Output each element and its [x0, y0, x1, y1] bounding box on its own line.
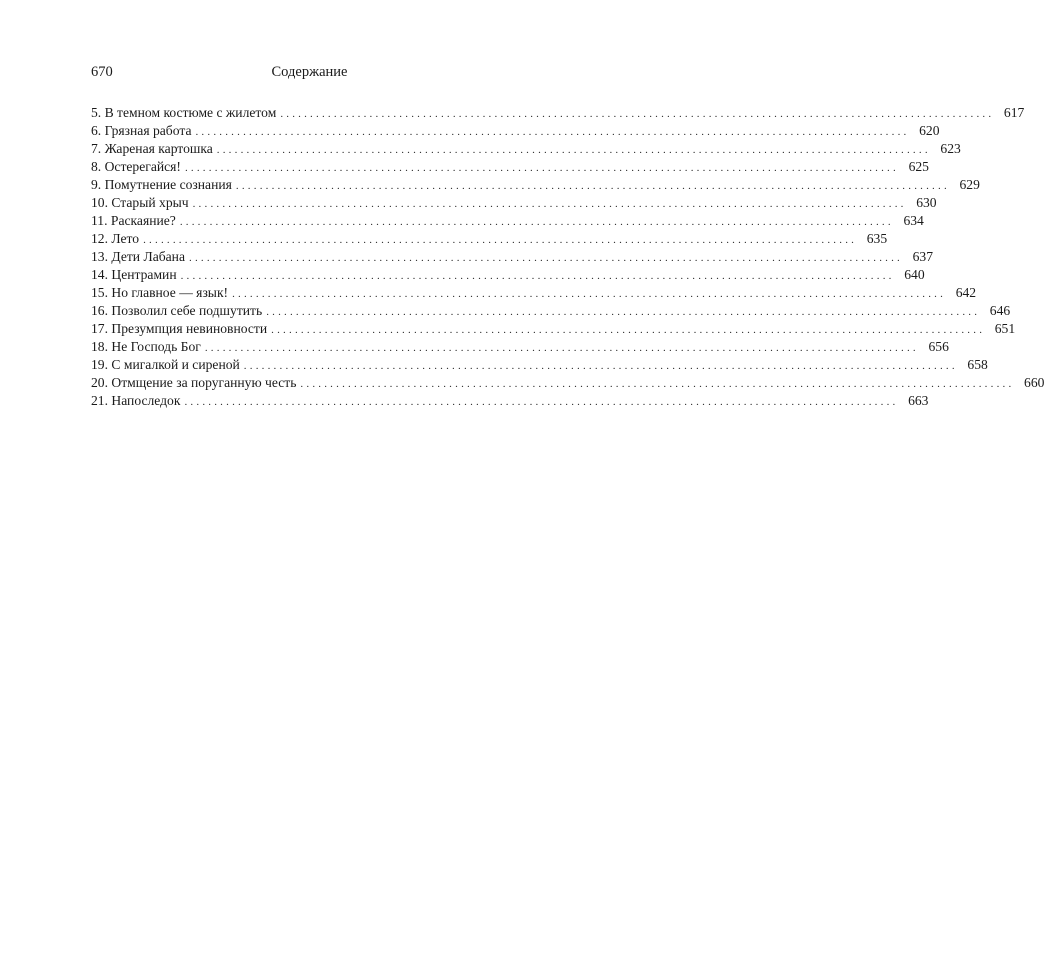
toc-entry [91, 392, 929, 410]
dot-leader: ........................................................................................................................ [216, 144, 931, 156]
dot-leader: ........................................................................................................................ [184, 162, 899, 174]
toc-entry-page: 663 [908, 393, 929, 408]
toc-entry [91, 320, 1016, 338]
running-head [91, 60, 528, 84]
toc-entry [91, 122, 940, 140]
dot-leader: ........................................................................................................................ [143, 234, 858, 246]
toc-entry [91, 230, 888, 248]
dot-leader: ........................................................................................................................ [235, 180, 950, 192]
toc-entry-page: 634 [903, 213, 924, 228]
toc-entry-title: 21. Напоследок [91, 393, 181, 408]
toc-entry [91, 176, 980, 194]
toc-entry-page: 629 [959, 177, 980, 192]
dot-leader: ........................................................................................................................ [280, 108, 995, 120]
toc-entry-title: 12. Лето [91, 231, 140, 246]
toc-entry-title: 10. Старый хрыч [91, 195, 189, 210]
section-title: Содержание [271, 64, 348, 80]
book-page [91, 60, 1044, 408]
toc-entry-page: 617 [1003, 105, 1025, 120]
toc-entry-title: 14. Центрамин [91, 267, 177, 282]
dot-leader: ........................................................................................................................ [195, 126, 910, 138]
toc-entry-title: 11. Раскаяние? [91, 213, 176, 228]
dot-leader: ........................................................................................................................ [243, 360, 958, 372]
toc-entry-page: 625 [908, 159, 929, 174]
toc-entry [91, 356, 988, 374]
toc-entry-title: 7. Жареная картошка [91, 141, 213, 156]
toc-entry-page: 658 [967, 357, 988, 372]
dot-leader: ........................................................................................................................ [192, 198, 907, 210]
toc-entry-page: 651 [994, 321, 1016, 336]
toc-entry-title: 9. Помутнение сознания [91, 177, 232, 192]
toc-entry-page: 630 [916, 195, 937, 210]
toc-entry-page: 656 [928, 339, 949, 354]
toc-entry-title: 13. Дети Лабана [91, 249, 185, 264]
toc-entry-title: 5. В темном костюме с жилетом [91, 105, 277, 120]
dot-leader: ........................................................................................................................ [180, 270, 895, 282]
toc-entry-title: 20. Отмщение за поруганную честь [91, 375, 297, 390]
toc-entry [91, 194, 937, 212]
dot-leader: ........................................................................................................................ [266, 306, 981, 318]
toc-entry [91, 284, 977, 302]
toc-entry-page: 620 [919, 123, 940, 138]
toc-entry-page: 640 [904, 267, 925, 282]
toc-entry-page: 660 [1024, 375, 1044, 390]
toc-entry-title: 17. Презумпция невиновности [91, 321, 268, 336]
toc-entry-page: 646 [989, 303, 1011, 318]
toc-entry-title: 6. Грязная работа [91, 123, 192, 138]
table-of-contents [91, 104, 1044, 410]
dot-leader: ........................................................................................................................ [271, 324, 986, 336]
dot-leader: ........................................................................................................................ [179, 216, 894, 228]
toc-entry [91, 266, 925, 284]
toc-entry [91, 338, 949, 356]
toc-entry-title: 18. Не Господь Бог [91, 339, 201, 354]
toc-entry-title: 16. Позволил себе подшутить [91, 303, 263, 318]
dot-leader: ........................................................................................................................ [184, 396, 899, 408]
toc-entry [91, 302, 1011, 320]
toc-entry [91, 248, 933, 266]
toc-entry-page: 642 [955, 285, 977, 300]
toc-entry-title: 19. С мигалкой и сиреной [91, 357, 240, 372]
toc-entry [91, 104, 1025, 122]
toc-entry [91, 158, 929, 176]
toc-entry-page: 637 [912, 249, 933, 264]
toc-entry-title: 15. Но главное — язык! [91, 285, 229, 300]
toc-entry-page: 623 [940, 141, 961, 156]
page-number: 670 [91, 64, 113, 80]
toc-entry [91, 140, 961, 158]
dot-leader: ........................................................................................................................ [232, 288, 947, 300]
toc-entry-title: 8. Остерегайся! [91, 159, 181, 174]
dot-leader: ........................................................................................................................ [204, 342, 919, 354]
dot-leader: ........................................................................................................................ [189, 252, 903, 264]
toc-entry [91, 374, 1044, 392]
dot-leader: ........................................................................................................................ [300, 378, 1015, 390]
toc-entry [91, 212, 924, 230]
toc-entry-page: 635 [866, 231, 888, 246]
